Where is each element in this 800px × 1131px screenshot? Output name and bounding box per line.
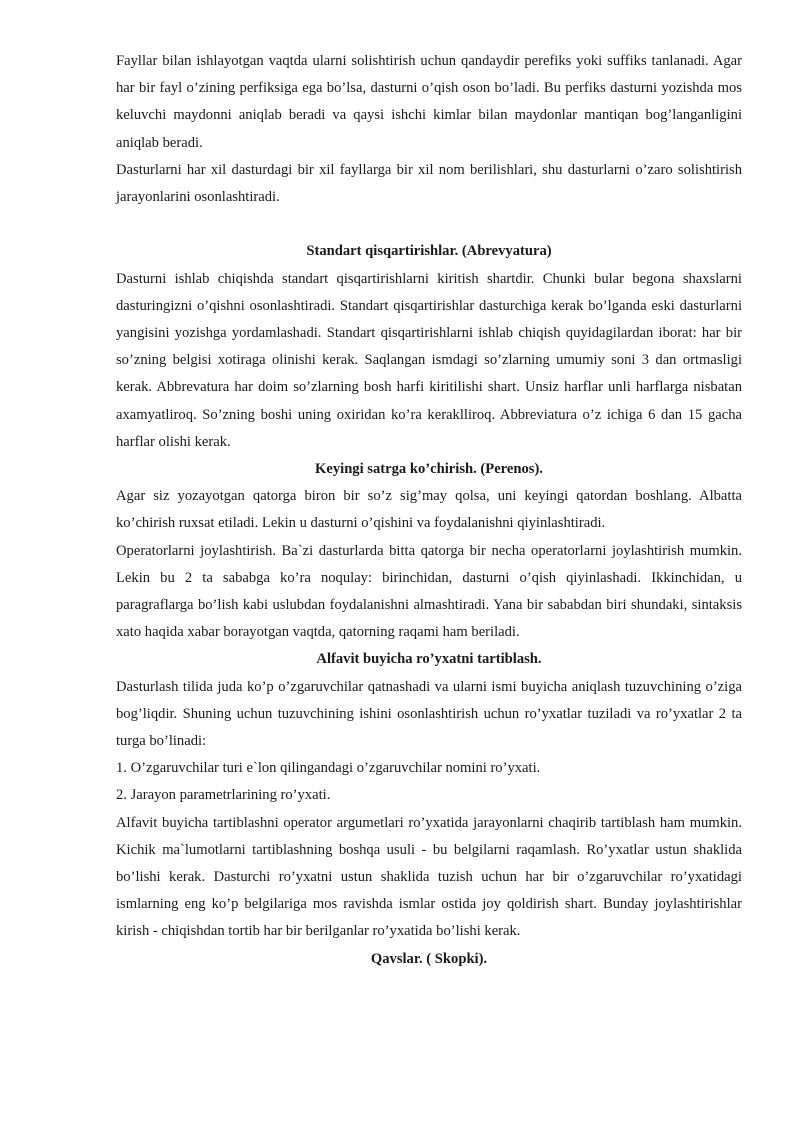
heading-alphabetical-sort: Alfavit buyicha ro’yxatni tartiblash. [316,651,542,668]
abbreviations-paragraph: Dasturni ishlab chiqishda standart qisqartirishlarni kiritish shartdir. Chunki bular begona shaxslarni dasturingizni o’qishni osonlashtiradi. Standart qisqartirishlar dasturchiga kerak bo’lganda eski dasturlarni yangisini yozishga yordamlashadi. Standart qisqartirishlarni ishlab chiqish quyidagilardan iborat: har bir so’zning belgisi xotiraga olinishi kerak. Saqlangan ismdagi so’zlarning umumiy soni 3 dan ortmasligi kerak. Abbrevatura har doim so’zlarning bosh harfi kiritilishi shart. Unsiz harflar unli harflarga nisbatan axamyatliroq. So’zning boshi uning oxiridan ko’ra keraklliroq. Abbreviatura o’z ichiga 6 dan 15 gacha harflar olishi kerak. [116,270,742,450]
spacer [116,211,742,238]
alphabetical-sort-paragraph-1: Dasturlash tilida juda ko’p o’zgaruvchilar qatnashadi va ularni ismi buyicha aniqlash tuzuvchining o’ziga bog’liqdir. Shuning uchun tuzuvchining ishini osonlashtirish uchun ro’yxatlar tuziladi va ro’yxatlar 2 ta turga bo’linadi: [116,678,742,750]
alphabetical-sort-paragraph-2: Alfavit buyicha tartiblashni operator argumetlari ro’yxatida jarayonlarni chaqirib tartiblash ham mumkin. Kichik ma`lumotlarni tartiblashning boshqa usuli - bu belgilarni raqamlash. Ro’yxatlar ustun shaklida bo’lishi kerak. Dasturchi ro’yxatni ustun shaklida tuzish uchun har bir o’zgaruvchilar ro’yxatidagi ismlarning eng ko’p belgilariga mos ravishda ismlar ostida joy qoldirish shart. Bunday joylashtirishlar kirish - chiqishdan tortib har bir berilganlar ro’yxatida bo’lishi kerak. [116,814,742,940]
line-wrapping-paragraph-1: Agar siz yozayotgan qatorga biron bir so’z sig’may qolsa, uni keyingi qatordan boshlang. Albatta ko’chirish ruxsat etiladi. Lekin u dasturni o’qishini va foydalanishni qiyinlashtiradi. [116,488,742,532]
heading-brackets: Qavslar. ( Skopki). [370,950,488,967]
heading-abbreviations: Standart qisqartirishlar. (Abrevyatura) [306,243,552,260]
list-item: 2. Jarayon parametrlarining ro’yxati. [116,787,331,804]
document-page [116,48,742,973]
line-wrapping-paragraph-2: Operatorlarni joylashtirish. Ba`zi dasturlarda bitta qatorga bir necha operatorlarni joylashtirish mumkin. Lekin bu 2 ta sababga ko’ra noqulay: birinchidan, dasturni o’qish qiyinlashadi. Ikkinchidan, u paragraflarga bo’lish kabi uslubdan foydalanishni almashtiradi. Yana bir sababdan biri shundaki, sintaksis xato haqida xabar borayotgan vaqtda, qatorning raqami ham beriladi. [116,542,742,641]
heading-line-wrapping: Keyingi satrga ko’chirish. (Perenos). [315,461,543,478]
intro-paragraph-1: Fayllar bilan ishlayotgan vaqtda ularni solishtirish uchun qandaydir perefiks yoki suffiks tanlanadi. Agar har bir fayl o’zining perfiksiga ega bo’lsa, dasturni o’qish oson bo’ladi. Bu perfiks dasturni yozishda mos keluvchi maydonni aniqlab beradi va qaysi ishchi kimlar bilan maydonlar mantiqan bog’langanligini aniqlab beradi. [116,53,742,151]
list-item: 1. O’zgaruvchilar turi e`lon qilingandagi o’zgaruvchilar nomini ro’yxati. [116,760,541,777]
intro-paragraph-2: Dasturlarni har xil dasturdagi bir xil fayllarga bir xil nom berilishlari, shu dasturlarni o’zaro solishtirish jarayonlarini osonlashtiradi. [116,161,742,206]
